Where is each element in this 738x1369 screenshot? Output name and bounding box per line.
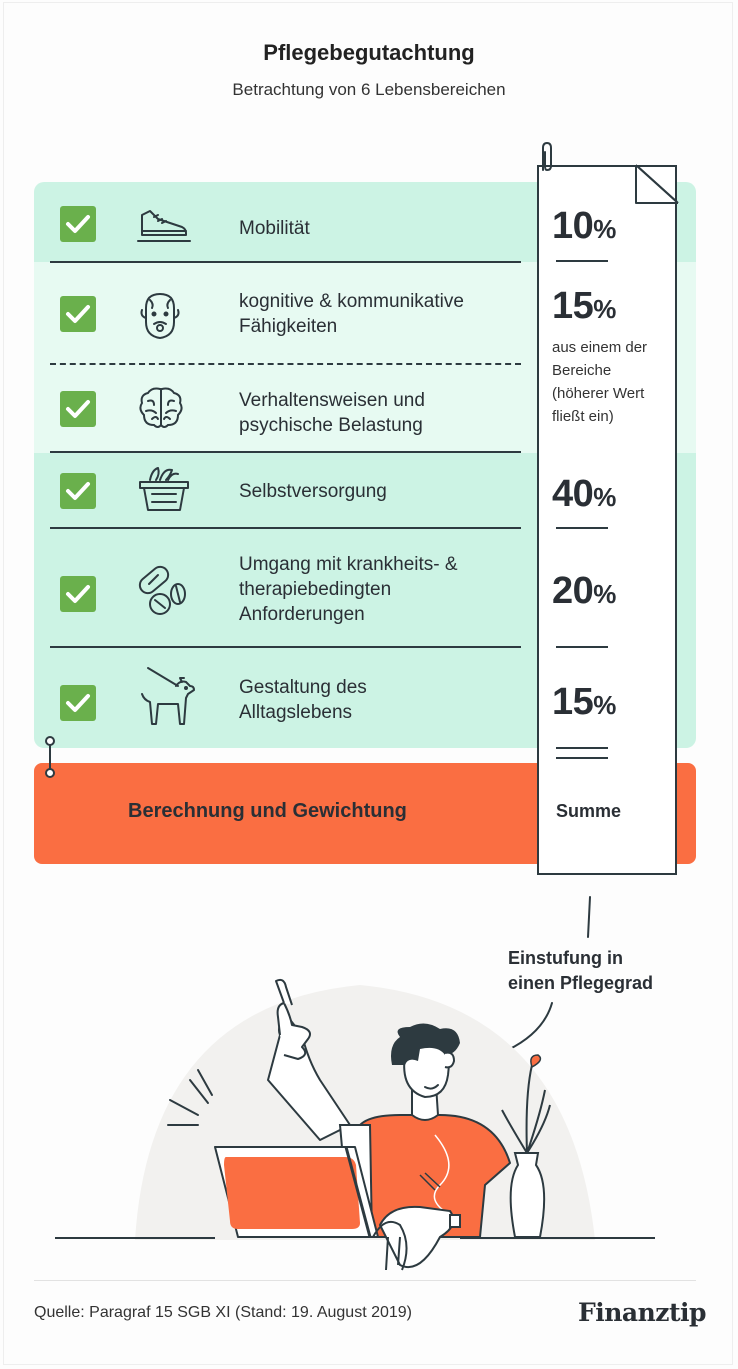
weight-mobility: 10% — [552, 205, 616, 247]
row-divider — [50, 451, 521, 453]
weight-divider — [556, 646, 608, 648]
folded-corner — [634, 163, 680, 207]
area-label-self-care: Selbstversorgung — [239, 481, 387, 502]
brand-logo: Finanztip — [578, 1298, 707, 1327]
calculation-label: Berechnung und Gewichtung — [128, 800, 407, 822]
sum-label: Summe — [556, 801, 622, 821]
row-divider — [50, 261, 521, 263]
area-label-mobility: Mobilität — [239, 218, 310, 239]
weight-cognitive-behavior: 15% — [552, 285, 616, 327]
sum-line — [556, 757, 608, 759]
weight-divider — [556, 260, 608, 262]
weight-daily-life: 15% — [552, 681, 616, 723]
checkbox-cognitive — [60, 296, 96, 332]
callout-text: Einstufung in einen Pflegegrad — [508, 948, 654, 993]
connector-pin — [42, 734, 58, 780]
area-label-daily-life: Gestaltung des Alltagslebens — [239, 677, 367, 723]
page-subtitle: Betrachtung von 6 Lebensbereichen — [232, 80, 506, 99]
checkbox-self-care — [60, 473, 96, 509]
brain-icon — [138, 385, 184, 431]
source-note: Quelle: Paragraf 15 SGB XI (Stand: 19. August 2019) — [34, 1304, 413, 1321]
checkbox-therapy — [60, 576, 96, 612]
checkbox-mobility — [60, 206, 96, 242]
footer-divider — [34, 1280, 696, 1281]
weight-divider — [556, 527, 608, 529]
checkbox-daily-life — [60, 685, 96, 721]
dog-leash-icon — [136, 664, 198, 728]
weighting-sheet — [537, 165, 677, 875]
weight-note: aus einem der Bereiche (höherer Wert fließt ein) — [552, 339, 648, 425]
weight-self-care: 40% — [552, 473, 616, 515]
basket-icon — [136, 464, 192, 514]
area-label-cognitive: kognitive & kommunikative Fähigkeiten — [239, 291, 464, 337]
row-divider — [50, 527, 521, 529]
elderly-face-icon — [138, 290, 182, 342]
row-divider — [50, 646, 521, 648]
checkbox-behavior — [60, 391, 96, 427]
weight-therapy: 20% — [552, 570, 616, 612]
sum-line — [556, 747, 608, 749]
area-label-behavior: Verhaltensweisen und psychische Belastung — [239, 390, 425, 436]
row-divider-dashed — [50, 363, 521, 365]
area-label-therapy: Umgang mit krankheits- & therapiebedingten Anforderungen — [239, 554, 458, 625]
pills-icon — [136, 564, 188, 618]
page-title: Pflegebegutachtung — [263, 40, 475, 65]
paperclip-icon — [536, 140, 558, 178]
sneaker-icon — [136, 205, 192, 245]
person-laptop-illustration — [40, 975, 680, 1275]
